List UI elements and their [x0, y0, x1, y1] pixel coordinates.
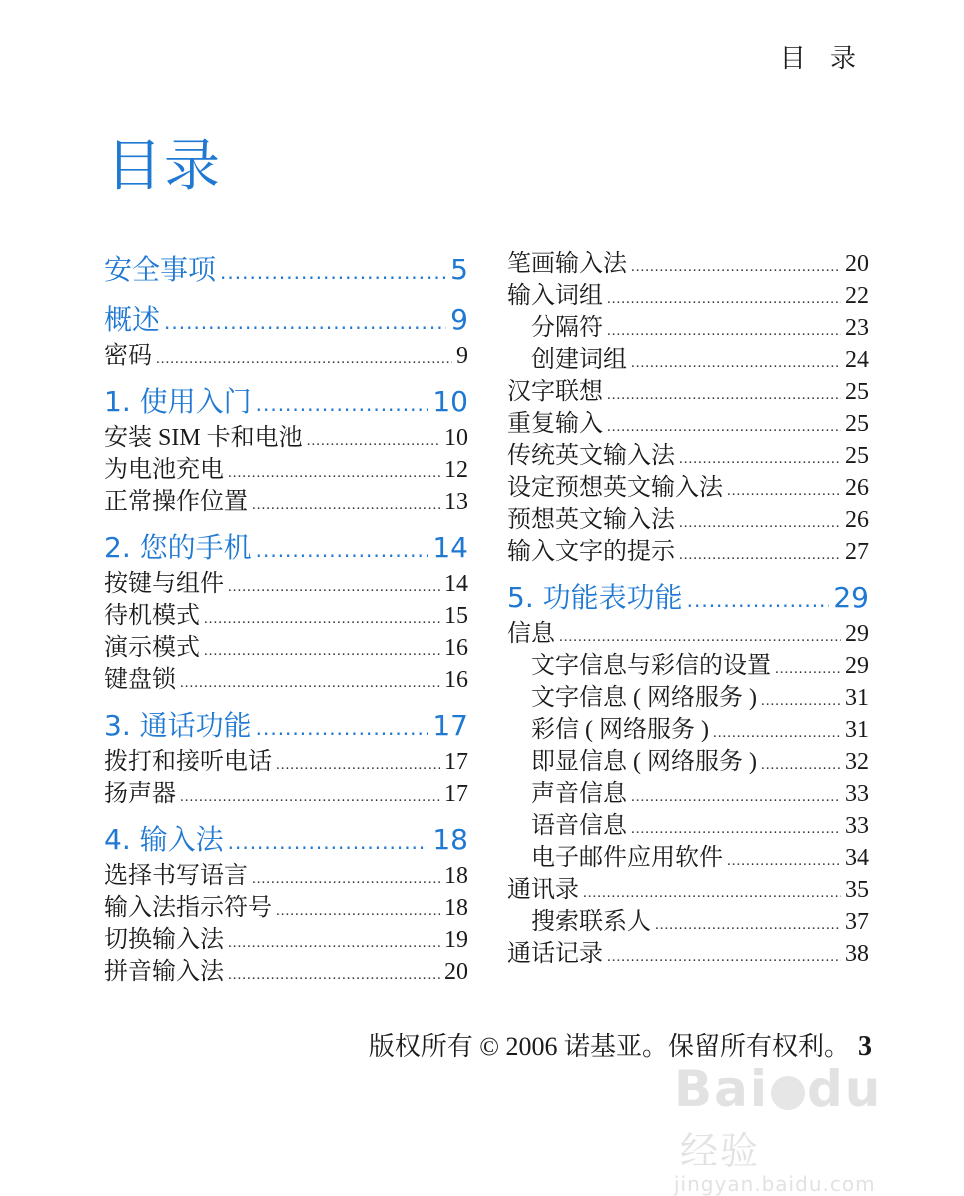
toc-entry[interactable]: [104, 860, 468, 892]
toc-page-number: 15: [444, 603, 468, 629]
dot-leader: [228, 927, 440, 959]
dot-leader: [727, 845, 841, 877]
toc-title: 键盘锁: [104, 667, 176, 693]
dot-leader: [252, 863, 440, 895]
toc-page-number: 18: [444, 863, 468, 889]
toc-entry[interactable]: [507, 714, 869, 746]
dot-leader: [583, 877, 841, 909]
toc-page-number: 17: [444, 781, 468, 807]
toc-entry[interactable]: [507, 536, 869, 568]
toc-title: 演示模式: [104, 635, 200, 661]
toc-entry[interactable]: [104, 778, 468, 810]
dot-leader: [607, 411, 841, 443]
dot-leader: [761, 749, 841, 781]
toc-entry[interactable]: [507, 906, 869, 938]
toc-page-number: 20: [444, 959, 468, 985]
toc-title: 即显信息 ( 网络服务 ): [531, 749, 757, 775]
toc-title: 重复输入: [507, 411, 603, 437]
dot-leader: [220, 252, 446, 292]
dot-leader: [228, 822, 429, 862]
dot-leader: [607, 283, 841, 315]
dot-leader: [559, 621, 841, 653]
toc-entry[interactable]: [507, 682, 869, 714]
toc-title: 预想英文输入法: [507, 507, 675, 533]
dot-leader: [307, 425, 440, 457]
dot-leader: [679, 443, 841, 475]
dot-leader: [156, 343, 452, 375]
toc-page-number: 32: [845, 749, 869, 775]
toc-entry[interactable]: [507, 778, 869, 810]
toc-entry[interactable]: [104, 600, 468, 632]
toc-entry[interactable]: [104, 956, 468, 988]
toc-entry[interactable]: [507, 874, 869, 906]
toc-title: 信息: [507, 621, 555, 647]
watermark-url: jingyan.baidu.com: [674, 1172, 876, 1196]
toc-title: 密码: [104, 343, 152, 369]
toc-title: 文字信息 ( 网络服务 ): [531, 685, 757, 711]
toc-entry[interactable]: [507, 376, 869, 408]
toc-entry[interactable]: [507, 408, 869, 440]
toc-page-number: 25: [845, 443, 869, 469]
toc-page-number: 18: [432, 823, 468, 856]
toc-page-number: 17: [432, 709, 468, 742]
toc-page-number: 23: [845, 315, 869, 341]
toc-page-number: 16: [444, 667, 468, 693]
toc-title: 为电池充电: [104, 457, 224, 483]
toc-title: 文字信息与彩信的设置: [531, 653, 771, 679]
toc-entry[interactable]: [104, 746, 468, 778]
toc-title: 声音信息: [531, 781, 627, 807]
toc-title: 安装 SIM 卡和电池: [104, 425, 303, 451]
toc-page-number: 37: [845, 909, 869, 935]
dot-leader: [607, 379, 841, 411]
dot-leader: [204, 635, 440, 667]
toc-page-number: 13: [444, 489, 468, 515]
toc-title: 1. 使用入门: [104, 385, 252, 418]
toc-chapter[interactable]: [104, 528, 468, 568]
dot-leader: [687, 580, 830, 620]
dot-leader: [256, 530, 429, 570]
toc-title: 拼音输入法: [104, 959, 224, 985]
toc-page-number: 34: [845, 845, 869, 871]
toc-entry[interactable]: [507, 746, 869, 778]
toc-entry[interactable]: [507, 810, 869, 842]
dot-leader: [256, 708, 429, 748]
toc-entry[interactable]: [104, 340, 468, 372]
toc-page-number: 14: [444, 571, 468, 597]
dot-leader: [631, 813, 841, 845]
dot-leader: [631, 781, 841, 813]
dot-leader: [727, 475, 841, 507]
toc-page-number: 16: [444, 635, 468, 661]
dot-leader: [761, 685, 841, 717]
toc-title: 输入法指示符号: [104, 895, 272, 921]
dot-leader: [256, 384, 429, 424]
toc-title: 4. 输入法: [104, 823, 224, 856]
toc-entry[interactable]: [507, 280, 869, 312]
dot-leader: [204, 603, 440, 635]
dot-leader: [679, 507, 841, 539]
dot-leader: [276, 749, 440, 781]
dot-leader: [775, 653, 841, 685]
toc-page-number: 18: [444, 895, 468, 921]
watermark-brand-latin: Bai: [674, 1060, 769, 1118]
toc-page-number: 19: [444, 927, 468, 953]
running-head: 目 录: [779, 44, 864, 74]
toc-chapter[interactable]: [104, 250, 468, 290]
watermark-brand-cn: 经验: [680, 1129, 761, 1173]
toc-chapter[interactable]: [507, 578, 869, 618]
toc-title: 彩信 ( 网络服务 ): [531, 717, 709, 743]
toc-title: 设定预想英文输入法: [507, 475, 723, 501]
toc-page-number: 29: [845, 621, 869, 647]
toc-page-number: 38: [845, 941, 869, 967]
toc-title: 概述: [104, 303, 161, 336]
dot-leader: [631, 251, 841, 283]
dot-leader: [228, 571, 440, 603]
toc-title: 通讯录: [507, 877, 579, 903]
toc-page-number: 24: [845, 347, 869, 373]
toc-right-column: [507, 248, 869, 970]
toc-page-number: 5: [450, 253, 468, 286]
toc-page-number: 9: [450, 303, 468, 336]
toc-title: 搜索联系人: [531, 909, 651, 935]
dot-leader: [607, 941, 841, 973]
toc-entry[interactable]: [104, 632, 468, 664]
page-title: 目录: [106, 134, 222, 199]
toc-page-number: 25: [845, 411, 869, 437]
toc-left-column: [104, 248, 468, 988]
toc-title: 待机模式: [104, 603, 200, 629]
paw-icon: [771, 1076, 805, 1110]
toc-entry[interactable]: [104, 924, 468, 956]
toc-page-number: 25: [845, 379, 869, 405]
toc-entry[interactable]: [507, 472, 869, 504]
toc-entry[interactable]: [104, 422, 468, 454]
toc-entry[interactable]: [507, 440, 869, 472]
toc-title: 输入文字的提示: [507, 539, 675, 565]
footer: [369, 1026, 872, 1063]
toc-entry[interactable]: [104, 892, 468, 924]
toc-title: 语音信息: [531, 813, 627, 839]
toc-title: 3. 通话功能: [104, 709, 252, 742]
toc-title: 安全事项: [104, 253, 217, 286]
dot-leader: [228, 457, 440, 489]
dot-leader: [713, 717, 841, 749]
dot-leader: [276, 895, 440, 927]
dot-leader: [228, 959, 440, 991]
toc-entry[interactable]: [104, 454, 468, 486]
toc-page-number: 20: [845, 251, 869, 277]
toc-chapter[interactable]: [104, 300, 468, 340]
toc-title: 按键与组件: [104, 571, 224, 597]
dot-leader: [180, 781, 440, 813]
toc-title: 电子邮件应用软件: [531, 845, 723, 871]
toc-page-number: 29: [833, 581, 869, 614]
toc-page-number: 31: [845, 685, 869, 711]
toc-title: 切换输入法: [104, 927, 224, 953]
toc-page-number: 10: [432, 385, 468, 418]
toc-entry[interactable]: [507, 344, 869, 376]
toc-page-number: 33: [845, 781, 869, 807]
toc-page-number: 10: [444, 425, 468, 451]
toc-page-number: 33: [845, 813, 869, 839]
toc-entry[interactable]: [507, 312, 869, 344]
toc-title: 选择书写语言: [104, 863, 248, 889]
toc-title: 汉字联想: [507, 379, 603, 405]
toc-page-number: 29: [845, 653, 869, 679]
toc-title: 输入词组: [507, 283, 603, 309]
dot-leader: [164, 302, 446, 342]
toc-page-number: 26: [845, 475, 869, 501]
toc-title: 通话记录: [507, 941, 603, 967]
copyright-text: 版权所有 © 2006 诺基亚。保留所有权利。: [368, 1032, 850, 1061]
toc-chapter[interactable]: [104, 382, 468, 422]
toc-page-number: 27: [845, 539, 869, 565]
dot-leader: [631, 347, 841, 379]
toc-title: 扬声器: [104, 781, 176, 807]
toc-title: 正常操作位置: [104, 489, 248, 515]
toc-entry[interactable]: [507, 504, 869, 536]
toc-title: 笔画输入法: [507, 251, 627, 277]
toc-entry[interactable]: [104, 664, 468, 696]
toc-entry[interactable]: [507, 248, 869, 280]
toc-page-number: 22: [845, 283, 869, 309]
toc-title: 传统英文输入法: [507, 443, 675, 469]
toc-chapter[interactable]: [104, 706, 468, 746]
toc-entry[interactable]: [104, 486, 468, 518]
toc-entry[interactable]: [507, 650, 869, 682]
toc-page-number: 17: [444, 749, 468, 775]
toc-page-number: 35: [845, 877, 869, 903]
toc-page-number: 12: [444, 457, 468, 483]
page-number: 3: [858, 1031, 872, 1062]
toc-page-number: 31: [845, 717, 869, 743]
toc-entry[interactable]: [104, 568, 468, 600]
dot-leader: [607, 315, 841, 347]
toc-title: 2. 您的手机: [104, 531, 252, 564]
toc-chapter[interactable]: [104, 820, 468, 860]
toc-title: 拨打和接听电话: [104, 749, 272, 775]
toc-title: 分隔符: [531, 315, 603, 341]
dot-leader: [180, 667, 440, 699]
watermark-brand: [674, 1060, 904, 1176]
toc-entry[interactable]: [507, 938, 869, 970]
dot-leader: [679, 539, 841, 571]
toc-entry[interactable]: [507, 842, 869, 874]
dot-leader: [655, 909, 841, 941]
toc-title: 5. 功能表功能: [507, 581, 683, 614]
toc-page-number: 26: [845, 507, 869, 533]
toc-title: 创建词组: [531, 347, 627, 373]
toc-entry[interactable]: [507, 618, 869, 650]
dot-leader: [252, 489, 440, 521]
baidu-jingyan-watermark: [674, 1060, 904, 1196]
toc-page-number: 9: [456, 343, 468, 369]
watermark-brand-latin2: du: [807, 1060, 883, 1118]
toc-page-number: 14: [432, 531, 468, 564]
